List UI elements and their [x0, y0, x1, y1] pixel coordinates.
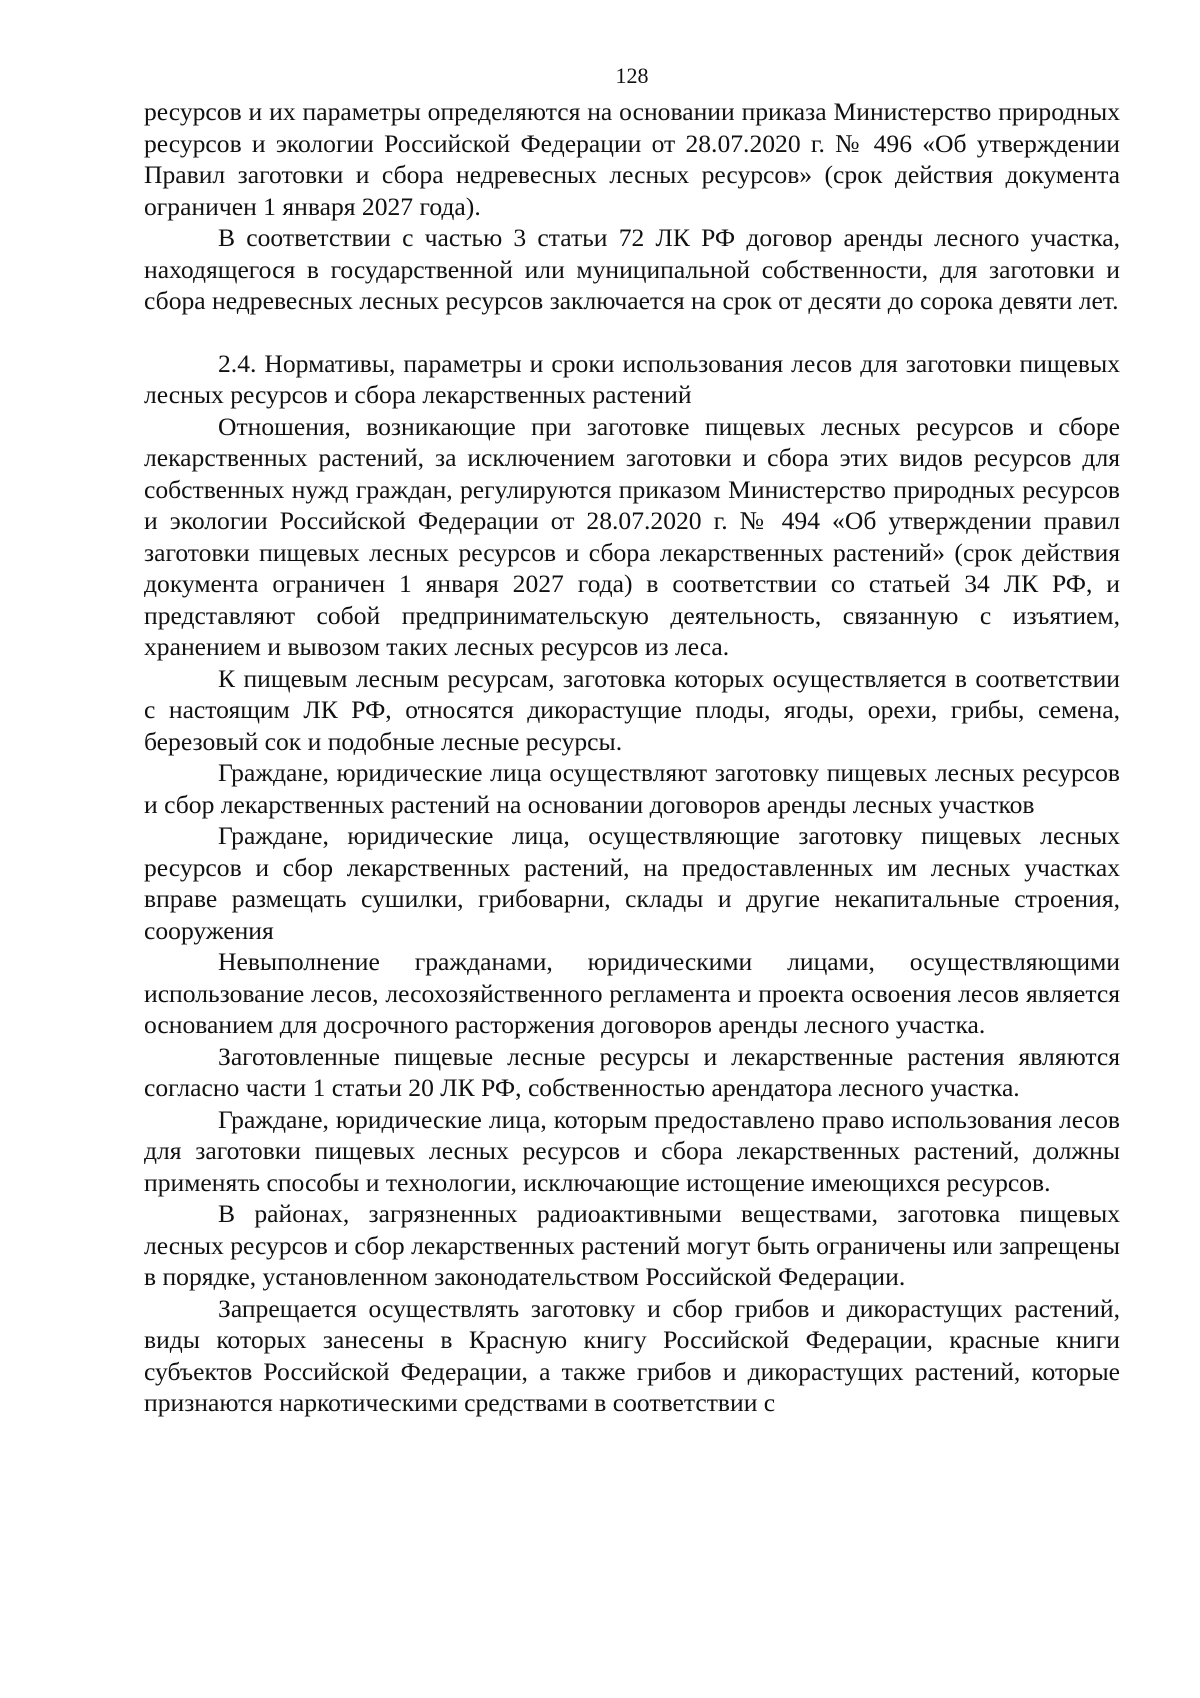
paragraph-lease-term: В соответствии с частью 3 статьи 72 ЛК РФ договор аренды лесного участка, находящегося в государственной или муниципальной собственности, для заготовки и сбора недревесных лесных ресурсов заключается на срок от десяти до сорока девяти лет. — [144, 223, 1120, 315]
paragraph-continuation: ресурсов и их параметры определяются на основании приказа Министерство природных ресурсов и экологии Российской Федерации от 28.07.2020 г. № 496 «Об утверждении Правил заготовки и сбора недревесных лесных ресурсов» (срок действия документа ограничен 1 января 2027 года). — [144, 97, 1120, 221]
paragraph-food-resources: К пищевым лесным ресурсам, заготовка которых осуществляется в соответствии с настоящим ЛК РФ, относятся дикорастущие плоды, ягоды, орехи, грибы, семена, березовый сок и подобные лесные ресурсы. — [144, 663, 1120, 756]
paragraph-termination: Невыполнение гражданами, юридическими лицами, осуществляющими использование лесов, лесохозяйственного регламента и проекта освоения лесов является основанием для досрочного расторжения договоров аренды лесного участка. — [144, 947, 1120, 1039]
paragraph-lease-basis: Граждане, юридические лица осуществляют заготовку пищевых лесных ресурсов и сбор лекарственных растений на основании договоров аренды лесных участков — [144, 758, 1120, 819]
page-number: 128 — [615, 63, 649, 88]
paragraph-structures: Граждане, юридические лица, осуществляющие заготовку пищевых лесных ресурсов и сбор лекарственных растений, на предоставленных им лесных участках вправе размещать сушилки, грибоварни, склады и другие некапитальные строения, сооружения — [144, 821, 1120, 945]
paragraph-relations: Отношения, возникающие при заготовке пищевых лесных ресурсов и сборе лекарственных растений, за исключением заготовки и сбора этих видов ресурсов для собственных нужд граждан, регулируются приказом Министерство природных ресурсов и экологии Российской Федерации от 28.07.2020 г. № 494 «Об утверждении правил заготовки пищевых лесных ресурсов и сбора лекарственных растений» (срок действия документа ограничен 1 января 2027 года) в соответствии со статьей 34 ЛК РФ, и представляют собой предпринимательскую деятельность, связанную с изъятием, хранением и вывозом таких лесных ресурсов из леса. — [144, 411, 1120, 661]
paragraph-prohibition: Запрещается осуществлять заготовку и сбор грибов и дикорастущих растений, виды которых занесены в Красную книгу Российской Федерации, красные книги субъектов Российской Федерации, а также грибов и дикорастущих растений, которые признаются наркотическими средствами в соответствии с — [144, 1293, 1120, 1417]
paragraph-ownership: Заготовленные пищевые лесные ресурсы и лекарственные растения являются согласно части 1 статьи 20 ЛК РФ, собственностью арендатора лесного участка. — [144, 1041, 1120, 1102]
document-page — [144, 62, 1120, 1419]
section-heading: 2.4. Нормативы, параметры и сроки использования лесов для заготовки пищевых лесных ресурсов и сбора лекарственных растений — [144, 348, 1120, 409]
paragraph-radioactive: В районах, загрязненных радиоактивными веществами, заготовка пищевых лесных ресурсов и сбор лекарственных растений могут быть ограничены или запрещены в порядке, установленном законодательством Российской Федерации. — [144, 1199, 1120, 1291]
paragraph-methods: Граждане, юридические лица, которым предоставлено право использования лесов для заготовки пищевых лесных ресурсов и сбора лекарственных растений, должны применять способы и технологии, исключающие истощение имеющихся ресурсов. — [144, 1104, 1120, 1197]
